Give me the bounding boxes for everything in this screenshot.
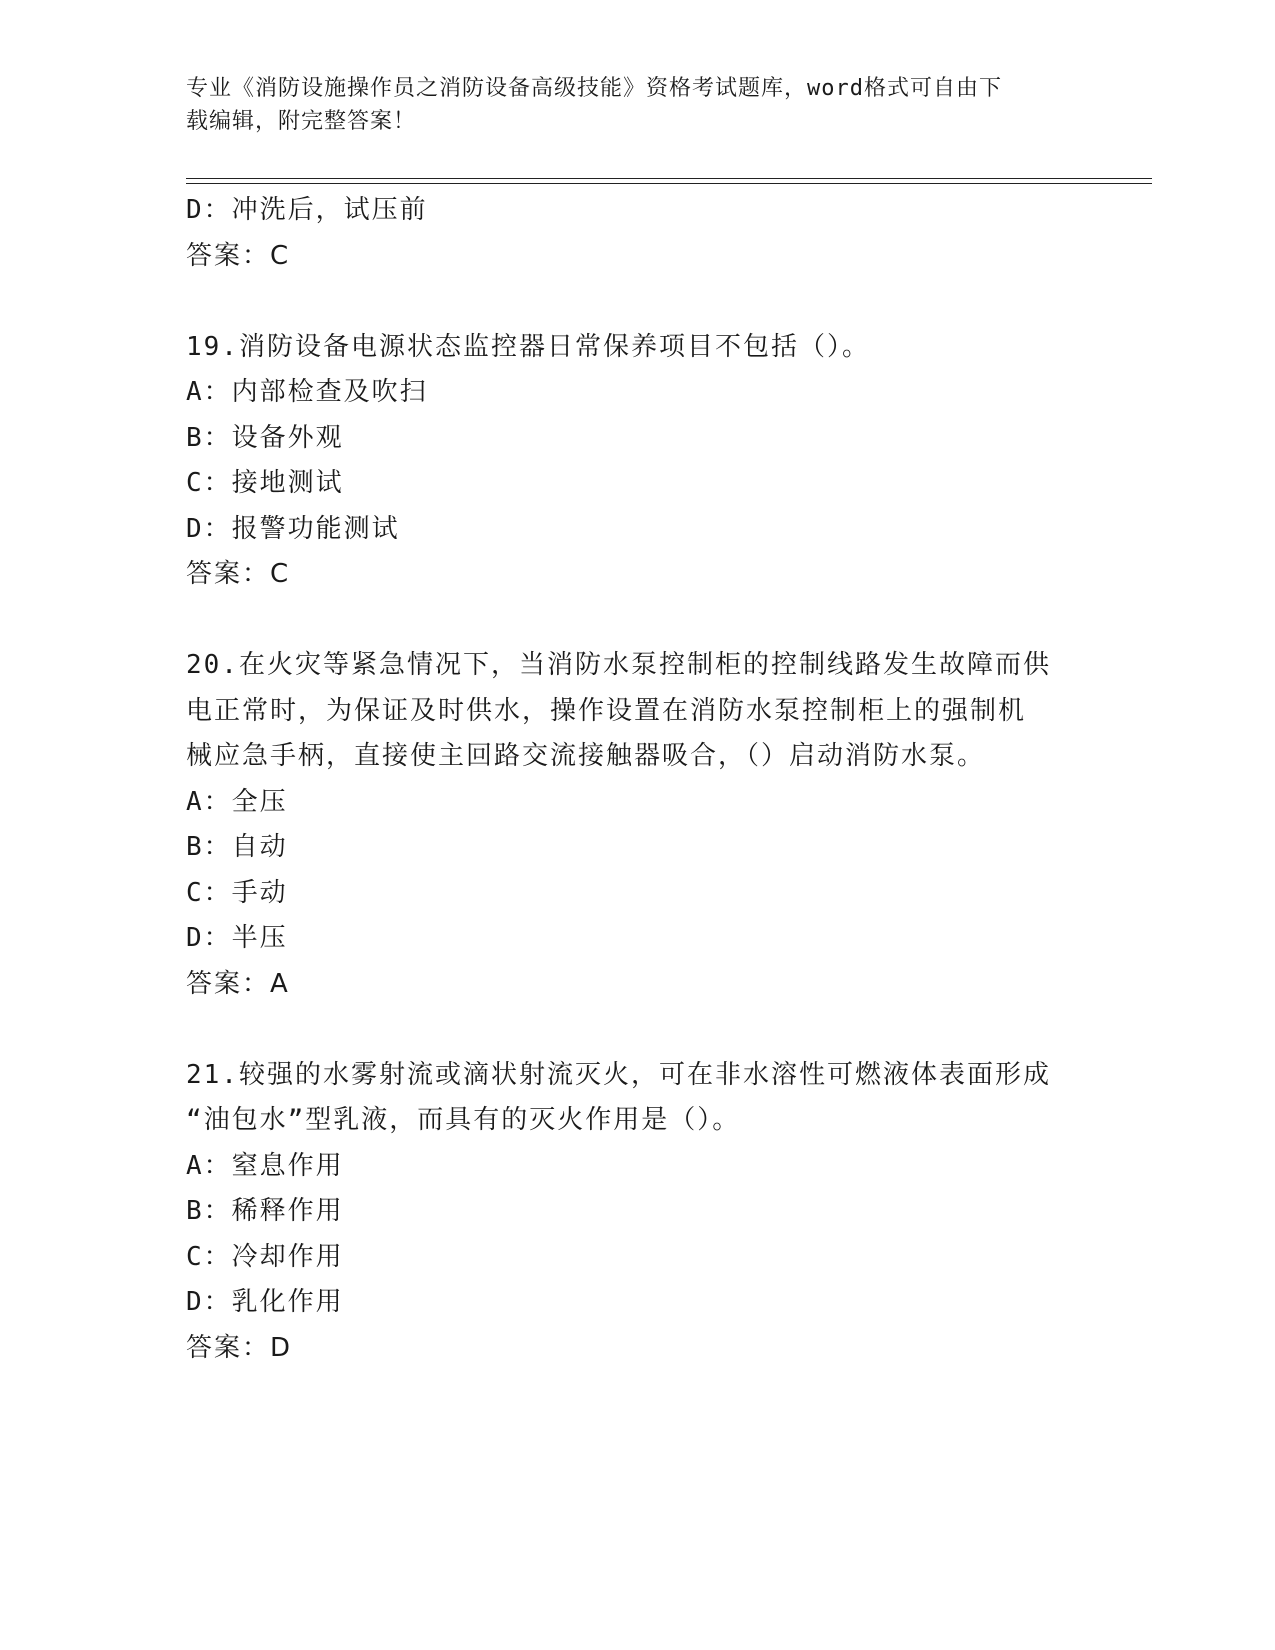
document-header [186,72,1066,138]
question-stem [186,1053,1086,1144]
question-18-tail [186,188,1086,279]
document-body [186,188,1086,1371]
stem-line: 19.消防设备电源状态监控器日常保养项目不包括（）。 [186,331,870,362]
question-21 [186,1053,1086,1372]
option-d: D：乳化作用 [186,1287,344,1317]
header-line-1: 专业《消防设施操作员之消防设备高级技能》资格考试题库，word格式可自由下 [186,76,1002,101]
option-c: C：冷却作用 [186,1241,344,1272]
option-a: A：全压 [186,786,288,817]
stem-line: 电正常时，为保证及时供水，操作设置在消防水泵控制柜上的强制机 [186,695,1027,726]
option-a: A：窒息作用 [186,1150,344,1181]
option-d: D：半压 [186,923,288,953]
stem-line: 20.在火灾等紧急情况下，当消防水泵控制柜的控制线路发生故障而供 [186,650,1051,680]
option-c: C：手动 [186,877,288,908]
question-stem [186,325,1086,371]
answer: 答案：C [186,240,291,271]
option-b: B：自动 [186,832,288,862]
option-d: D：冲洗后，试压前 [186,195,428,225]
answer: 答案：C [186,559,291,589]
option-b: B：设备外观 [186,422,344,453]
header-line-2: 载编辑，附完整答案！ [186,109,417,134]
option-d: D：报警功能测试 [186,513,400,544]
stem-line: “油包水”型乳液，而具有的灭火作用是（）。 [186,1105,741,1135]
answer: 答案：D [186,1332,293,1363]
option-a: A：内部检查及吹扫 [186,377,428,407]
option-c: C：接地测试 [186,468,344,498]
header-divider-bottom [186,183,1152,184]
answer: 答案：A [186,968,290,999]
stem-line: 21.较强的水雾射流或滴状射流灭火，可在非水溶性可燃液体表面形成 [186,1059,1051,1090]
header-divider-top [186,178,1152,179]
question-19 [186,325,1086,598]
stem-line: 械应急手柄，直接使主回路交流接触器吸合，（）启动消防水泵。 [186,741,986,771]
question-stem [186,643,1086,780]
option-b: B：稀释作用 [186,1196,344,1226]
question-20 [186,643,1086,1007]
